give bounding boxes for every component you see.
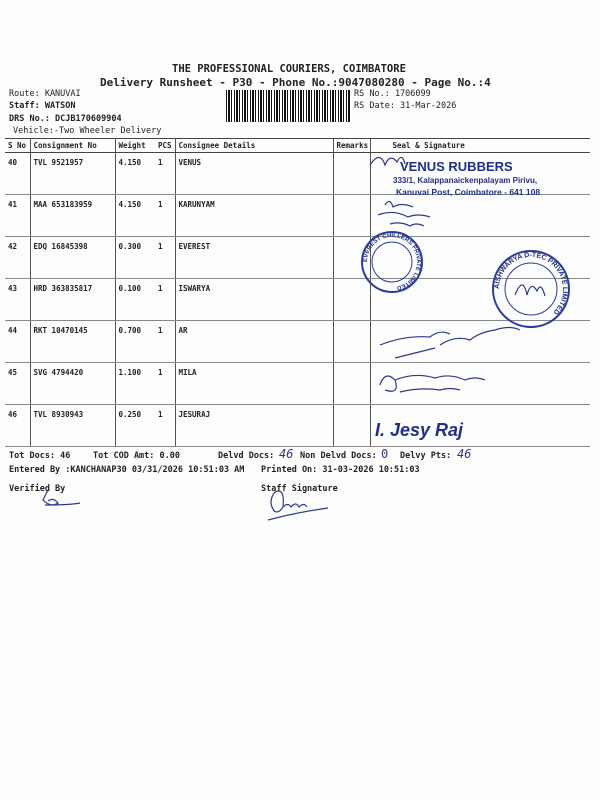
runsheet-subtitle: Delivery Runsheet - P30 - Phone No.:9047080280 - Page No.:4 — [100, 76, 491, 89]
col-pcs: PCS — [155, 139, 175, 153]
col-weight: Weight — [115, 139, 155, 153]
route: Route: KANUVAI — [9, 89, 81, 99]
cell-sno: 40 — [5, 153, 30, 195]
handwritten-name-46: I. Jesy Raj — [375, 420, 464, 440]
cell-weight: 0.300 — [115, 237, 155, 279]
col-consignment: Consignment No — [30, 139, 115, 153]
delivery-points-label: Delvy Pts: — [400, 451, 452, 461]
svg-text:333/1, Kalappanaickenpalayam P: 333/1, Kalappanaickenpalayam Pirivu, — [393, 176, 538, 185]
svg-text:VENUS RUBBERS: VENUS RUBBERS — [400, 159, 513, 174]
cell-weight: 4.150 — [115, 195, 155, 237]
cell-sno: 41 — [5, 195, 30, 237]
venus-stamp — [370, 157, 540, 197]
col-remarks: Remarks — [333, 139, 370, 153]
cell-consignee: EVEREST — [175, 237, 333, 279]
cell-consignee: VENUS — [175, 153, 333, 195]
cell-weight: 0.100 — [115, 279, 155, 321]
cell-weight: 1.100 — [115, 363, 155, 405]
staff: Staff: WATSON — [9, 101, 76, 111]
delivered-docs-label: Delvd Docs: — [218, 451, 275, 461]
cell-consignee: ISWARYA — [175, 279, 333, 321]
cell-pcs: 1 — [155, 405, 175, 447]
cell-pcs: 1 — [155, 153, 175, 195]
cell-cno: TVL 9521957 — [30, 153, 115, 195]
svg-text:EVEREST CHILLERS PRIVATE LIMIT: EVEREST CHILLERS PRIVATE LIMITED — [362, 232, 422, 291]
rs-number: RS No.: 1706099 — [354, 89, 431, 99]
cell-cno: MAA 653183959 — [30, 195, 115, 237]
cell-weight: 0.250 — [115, 405, 155, 447]
total-docs: Tot Docs: 46 — [9, 451, 71, 461]
signature-41 — [378, 201, 430, 226]
col-sno: S No — [5, 139, 30, 153]
col-consignee: Consignee Details — [175, 139, 333, 153]
cell-cno: SVG 4794420 — [30, 363, 115, 405]
cell-pcs: 1 — [155, 279, 175, 321]
verified-by-label: Verified By — [9, 484, 66, 494]
cell-weight: 0.700 — [115, 321, 155, 363]
signature-45 — [380, 375, 485, 392]
aishwarya-stamp — [493, 251, 569, 327]
cell-cno: HRD 363835817 — [30, 279, 115, 321]
cell-pcs: 1 — [155, 321, 175, 363]
staff-signature-label: Staff Signature — [261, 484, 338, 494]
total-cod: Tot COD Amt: 0.00 — [93, 451, 180, 461]
non-delivered-docs-value: 0 — [381, 447, 389, 461]
cell-consignee: KARUNYAM — [175, 195, 333, 237]
printed-on: Printed On: 31-03-2026 10:51:03 — [261, 465, 420, 475]
cell-sno: 44 — [5, 321, 30, 363]
staff-signature — [268, 491, 328, 520]
cell-sno: 45 — [5, 363, 30, 405]
rs-date: RS Date: 31-Mar-2026 — [354, 101, 457, 111]
cell-cno: TVL 8930943 — [30, 405, 115, 447]
company-title: THE PROFESSIONAL COURIERS, COIMBATORE — [172, 63, 406, 75]
everest-stamp — [362, 232, 422, 292]
cell-pcs: 1 — [155, 195, 175, 237]
col-seal: Seal & Signature — [370, 139, 590, 153]
cell-sno: 46 — [5, 405, 30, 447]
cell-consignee: MILA — [175, 363, 333, 405]
cell-pcs: 1 — [155, 237, 175, 279]
cell-cno: EDQ 16845398 — [30, 237, 115, 279]
signature-44 — [380, 328, 520, 359]
cell-sno: 42 — [5, 237, 30, 279]
svg-text:AISHWARYA D-TEC PRIVATE LIMITE: AISHWARYA D-TEC PRIVATE LIMITED — [493, 251, 569, 316]
cell-cno: RKT 10470145 — [30, 321, 115, 363]
delivery-points-value: 46 — [457, 447, 472, 461]
entered-by: Entered By :KANCHANAP30 03/31/2026 10:51:03 AM — [9, 465, 245, 475]
cell-consignee: AR — [175, 321, 333, 363]
cell-sno: 43 — [5, 279, 30, 321]
cell-consignee: JESURAJ — [175, 405, 333, 447]
drs-number: DRS No.: DCJB170609904 — [9, 114, 122, 124]
svg-text:Kanuvai Post, Coimbatore - 641: Kanuvai Post, Coimbatore - 641 108 — [396, 187, 541, 197]
vehicle: Vehicle:-Two Wheeler Delivery — [13, 126, 162, 136]
cell-pcs: 1 — [155, 363, 175, 405]
non-delivered-docs-label: Non Delvd Docs: — [300, 451, 377, 461]
delivered-docs-value: 46 — [279, 447, 294, 461]
cell-weight: 4.150 — [115, 153, 155, 195]
